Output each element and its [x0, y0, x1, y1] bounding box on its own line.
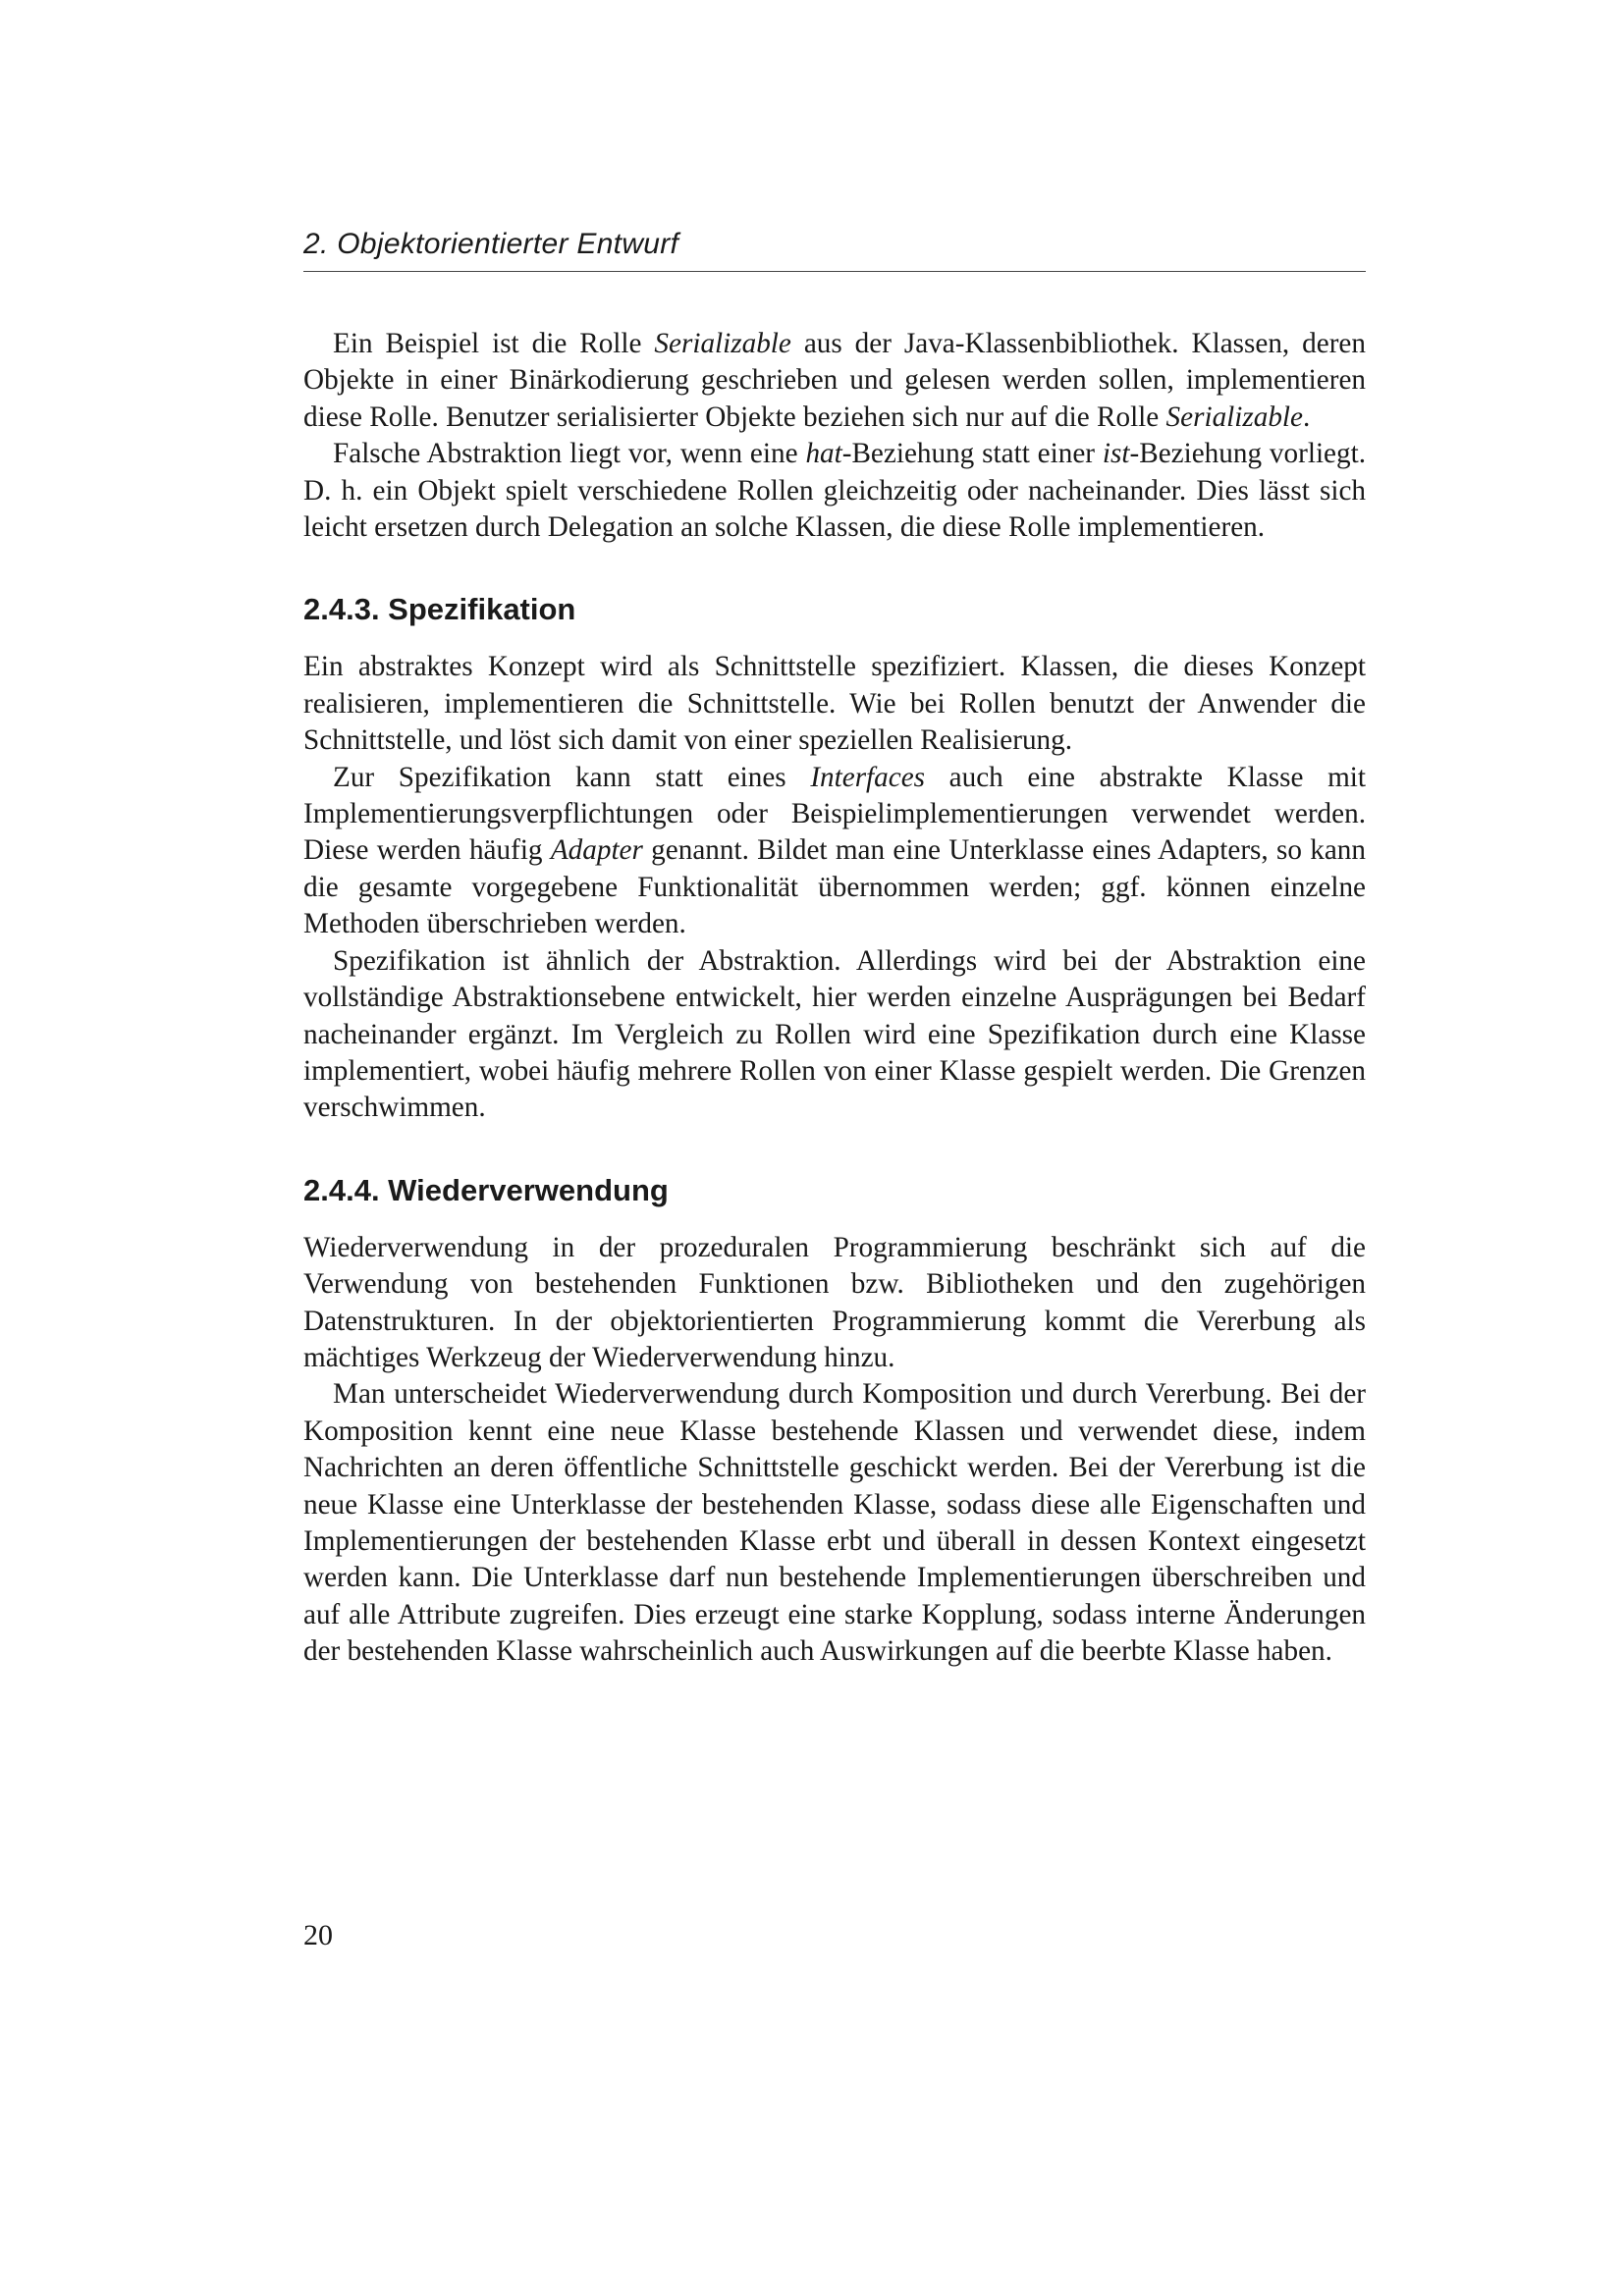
page-number: 20 — [303, 1919, 333, 1951]
running-header: 2. Objektorientierter Entwurf — [303, 228, 679, 260]
text-run: -Beziehung vorliegt. D. h. ein Objekt spielt verschiedene Rollen gleichzeitig oder nacheinander. Dies lässt sich leicht ersetzen durch Delegation an solche Klassen, die diese Rolle implementieren. — [303, 438, 1367, 544]
emphasized-term: ist — [1102, 438, 1130, 470]
text-run: Wiederverwendung in der prozeduralen Programmierung beschränkt sich auf die Verwendung von bestehenden Funktionen bzw. Bibliotheken und den zugehörigen Datenstrukturen. In der objektorientierten Programmierung kommt die Vererbung als mächtiges Werkzeug der Wiederverwendung hinzu. — [303, 1231, 1366, 1373]
section-heading-wiederverwendung: 2.4.4. Wiederverwendung — [303, 1172, 669, 1207]
text-run: Falsche Abstraktion liegt vor, wenn eine — [333, 438, 806, 470]
text-run: . — [1303, 400, 1311, 433]
text-run: -Beziehung statt einer — [841, 438, 1103, 470]
section-heading-spezifikation: 2.4.3. Spezifikation — [303, 592, 576, 627]
text-run: genannt. Bildet man eine Unterklasse eines Adapters, so kann die gesamte vorgegebene Funktionalität übernommen werden; ggf. können einzelne Methoden überschrieben werden. — [303, 834, 1366, 940]
paragraph — [303, 943, 1366, 1127]
paragraph — [303, 1230, 1366, 1377]
emphasized-term: Serializable — [1165, 400, 1303, 433]
paragraph — [303, 1376, 1366, 1670]
text-run: Spezifikation ist ähnlich der Abstraktion. Allerdings wird bei der Abstraktion eine vollständige Abstraktionsebene entwickelt, hier werden einzelne Ausprägungen bei Bedarf nacheinander ergänzt. Im Vergleich zu Rollen wird eine Spezifikation durch eine Klasse implementiert, wobei häufig mehrere Rollen von einer Klasse gespielt werden. Die Grenzen verschwimmen. — [303, 944, 1366, 1124]
header-rule — [303, 271, 1366, 272]
text-run: Ein Beispiel ist die Rolle — [333, 328, 655, 359]
paragraph — [303, 326, 1366, 436]
page-body — [303, 326, 1366, 1671]
emphasized-term: Interfaces — [810, 761, 926, 793]
emphasized-term: Serializable — [654, 328, 791, 359]
emphasized-term: Adapter — [550, 834, 643, 867]
paragraph — [303, 436, 1366, 546]
emphasized-term: hat — [805, 438, 842, 470]
text-run: aus der Java-Klassenbibliothek. Klassen, deren Objekte in einer Binärkodierung geschrieben und gelesen werden sollen, implementieren diese Rolle. Benutzer serialisierter Objekte beziehen sich nur auf die Rolle — [303, 328, 1366, 433]
text-run: Ein abstraktes Konzept wird als Schnittstelle spezifiziert. Klassen, die dieses Konzept realisieren, implementieren die Schnittstelle. Wie bei Rollen benutzt der Anwender die Schnittstelle, und löst sich damit von einer speziellen Realisierung. — [303, 651, 1366, 757]
text-run: auch eine abstrakte Klasse mit Implementierungsverpflichtungen oder Beispielimplementierungen verwendet werden. Diese werden häufig — [303, 761, 1367, 867]
paragraph — [303, 760, 1366, 943]
text-run: Man unterscheidet Wiederverwendung durch Komposition und durch Vererbung. Bei der Komposition kennt eine neue Klasse bestehende Klassen und verwendet diese, indem Nachrichten an deren öffentliche Schnittstelle geschickt werden. Bei der Vererbung ist die neue Klasse eine Unterklasse der bestehenden Klasse, sodass diese alle Eigenschaften und Implementierungen der bestehenden Klasse erbt und überall in dessen Kontext eingesetzt werden kann. Die Unterklasse darf nun bestehende Implementierungen überschreiben und auf alle Attribute zugreifen. Dies erzeugt eine starke Kopplung, sodass interne Änderungen der bestehenden Klasse wahrscheinlich auch Auswirkungen auf die beerbte Klasse haben. — [303, 1378, 1366, 1668]
text-run: Zur Spezifikation kann statt eines — [333, 761, 811, 793]
paragraph — [303, 649, 1366, 759]
